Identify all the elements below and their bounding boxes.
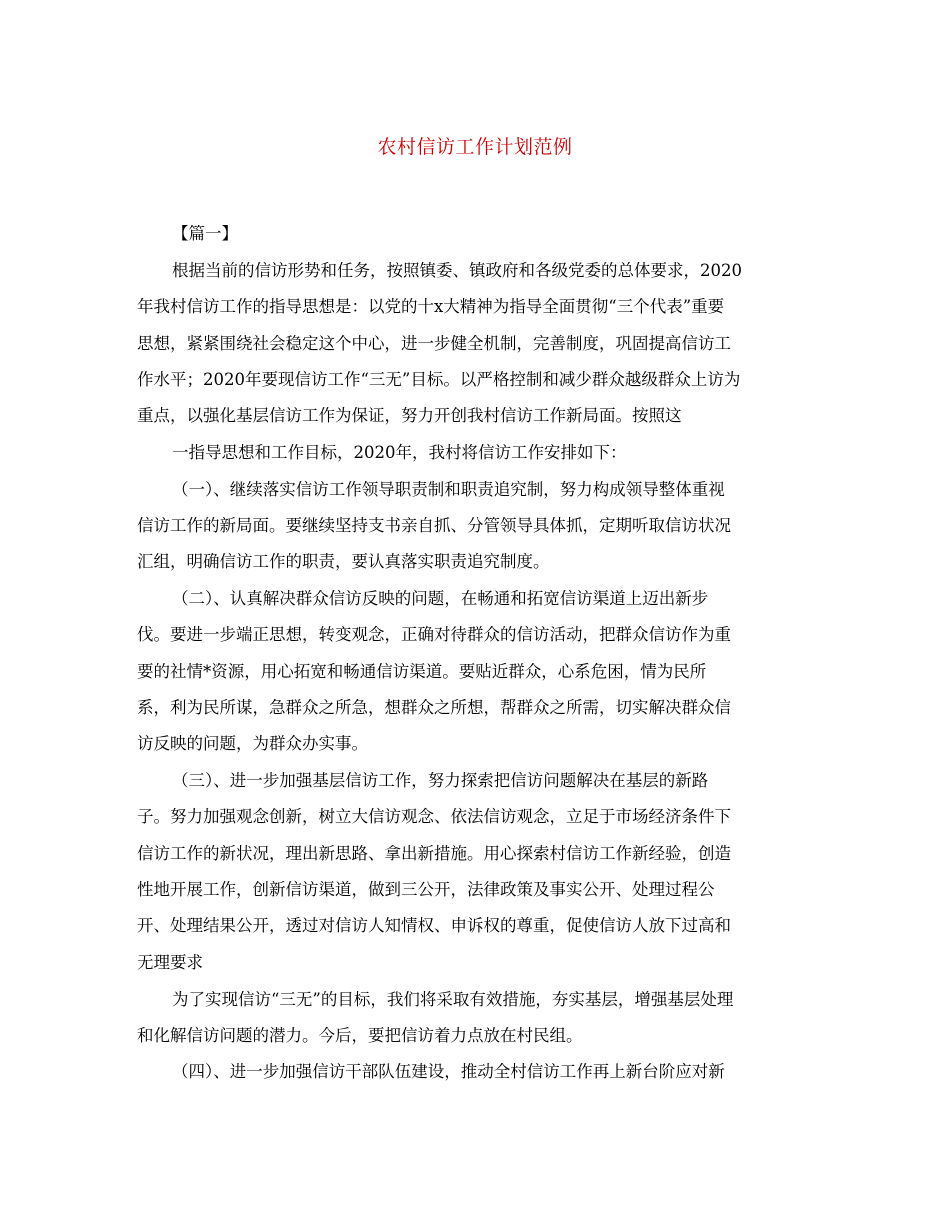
body-line: 汇组，明确信访工作的职责，要认真落实职责追究制度。 bbox=[137, 552, 550, 571]
body-line: 系，利为民所谋，急群众之所急，想群众之所想，帮群众之所需，切实解决群众信 bbox=[137, 698, 731, 717]
body-line: 无理要求 bbox=[137, 953, 203, 972]
body-line: （二）、认真解决群众信访反映的问题，在畅通和拓宽信访渠道上迈出新步 bbox=[172, 589, 709, 608]
body-line: 一指导思想和工作目标，2020年，我村将信访工作安排如下： bbox=[172, 443, 627, 462]
body-line: （三）、进一步加强基层信访工作，努力探索把信访问题解决在基层的新路 bbox=[172, 771, 709, 790]
body-line: 伐。要进一步端正思想，转变观念，正确对待群众的信访活动，把群众信访作为重 bbox=[137, 625, 731, 644]
body-line: 根据当前的信访形势和任务，按照镇委、镇政府和各级党委的总体要求，2020 bbox=[172, 261, 742, 280]
body-line: 子。努力加强观念创新，树立大信访观念、依法信访观念，立足于市场经济条件下 bbox=[137, 807, 731, 826]
body-line: （四）、进一步加强信访干部队伍建设，推动全村信访工作再上新台阶应对新 bbox=[172, 1062, 725, 1081]
body-line: 为了实现信访“三无”的目标，我们将采取有效措施，夯实基层，增强基层处理 bbox=[172, 990, 734, 1009]
body-line: 访反映的问题，为群众办实事。 bbox=[137, 734, 368, 753]
body-line: 性地开展工作，创新信访渠道，做到三公开，法律政策及事实公开、处理过程公 bbox=[137, 880, 715, 899]
body-line: 作水平；2020年要现信访工作“三无”目标。以严格控制和减少群众越级群众上访为 bbox=[137, 370, 741, 389]
body-line: 要的社情*资源，用心拓宽和畅通信访渠道。要贴近群众，心系危困，情为民所 bbox=[137, 662, 707, 681]
body-line: 和化解信访问题的潜力。今后，要把信访着力点放在村民组。 bbox=[137, 1026, 583, 1045]
body-line: （一）、继续落实信访工作领导职责制和职责追究制，努力构成领导整体重视 bbox=[172, 480, 725, 499]
document-title: 农村信访工作计划范例 bbox=[377, 136, 573, 158]
body-line: 信访工作的新局面。要继续坚持支书亲自抓、分管领导具体抓，定期听取信访状况 bbox=[137, 516, 731, 535]
body-line: 开、处理结果公开，透过对信访人知情权、申诉权的尊重，促使信访人放下过高和 bbox=[137, 916, 731, 935]
body-line: 信访工作的新状况，理出新思路、拿出新措施。用心探索村信访工作新经验，创造 bbox=[137, 844, 731, 863]
body-line: 年我村信访工作的指导思想是：以党的十x大精神为指导全面贯彻“三个代表”重要 bbox=[137, 297, 725, 316]
body-line: 思想，紧紧围绕社会稳定这个中心，进一步健全机制，完善制度，巩固提高信访工 bbox=[137, 334, 731, 353]
section-label: 【篇一】 bbox=[172, 224, 238, 243]
body-line: 重点，以强化基层信访工作为保证，努力开创我村信访工作新局面。按照这 bbox=[137, 406, 682, 425]
